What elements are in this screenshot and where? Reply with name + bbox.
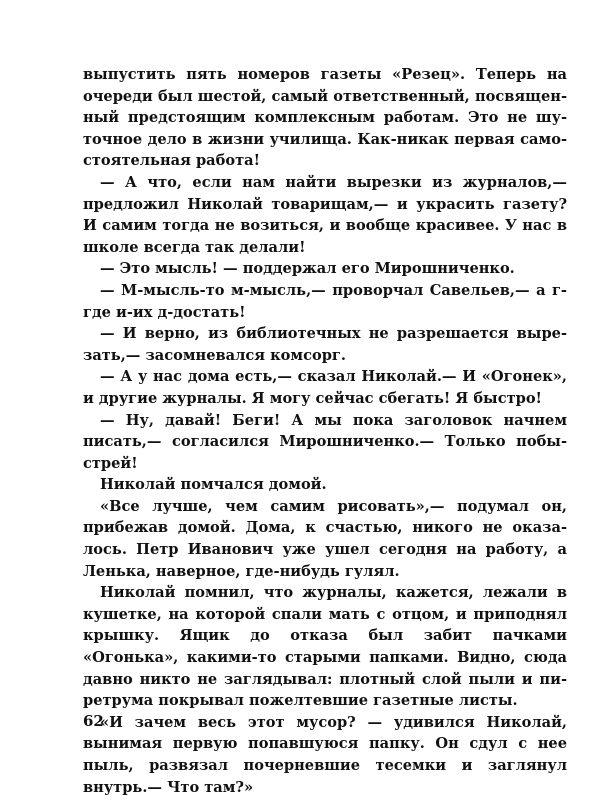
paragraph: — И верно, из библиотечных не разрешается вырезать,— засомневался комсорг. — [83, 325, 567, 364]
paragraph: — Это мысль! — поддержал его Мирошниченко. — [100, 260, 515, 278]
paragraph: «Все лучше, чем самим рисовать»,— подумал он, прибежав домой. Дома, к счастью, никого не оказалось. Петр Иванович уже ушел сегодня на работу, а Ленька, наверное, где-нибудь гулял. — [83, 497, 567, 580]
paragraph: Николай помнил, что журналы, кажется, лежали в кушетке, на которой спали мать с отцом, и приподнял крышку. Ящик до отказа был забит пачками «Огонька», какими-то старыми папками. Видно, сюда давно никто не заглядывал: плотный слой пыли и пиретрума покрывал пожелтевшие газетные листы. — [83, 584, 567, 710]
body-text — [83, 64, 567, 798]
paragraph: Николай помчался домой. — [100, 476, 327, 494]
paragraph: выпустить пять номеров газеты «Резец». Теперь на очереди был шестой, самый ответственный, посвященный предстоящим комплексным работам. Это не шуточное дело в жизни училища. Как-никак первая самостоятельная работа! — [83, 66, 567, 170]
paragraph: — М-мысль-то м-мысль,— проворчал Савельев,— а г-где и-их д-достать! — [83, 281, 567, 321]
paragraph: — Ну, давай! Беги! А мы пока заголовок начнем писать,— согласился Мирошниченко.— Только побыстрей! — [83, 411, 567, 472]
paragraph: — А у нас дома есть,— сказал Николай.— И «Огонек», и другие журналы. Я могу сейчас сбегать! Я быстро! — [83, 368, 567, 407]
page-number: 62 — [83, 712, 104, 730]
paragraph: «И зачем весь этот мусор? — удивился Николай, вынимая первую попавшуюся папку. Он сдул с нее пыль, развязал почерневшие тесемки и заглянул внутрь.— Что там?» — [83, 713, 567, 796]
paragraph: — А что, если нам найти вырезки из журналов,— предложил Николай товарищам,— и украсить газету? И самим тогда не возиться, и вообще красивее. У нас в школе всегда так делали! — [83, 173, 567, 256]
